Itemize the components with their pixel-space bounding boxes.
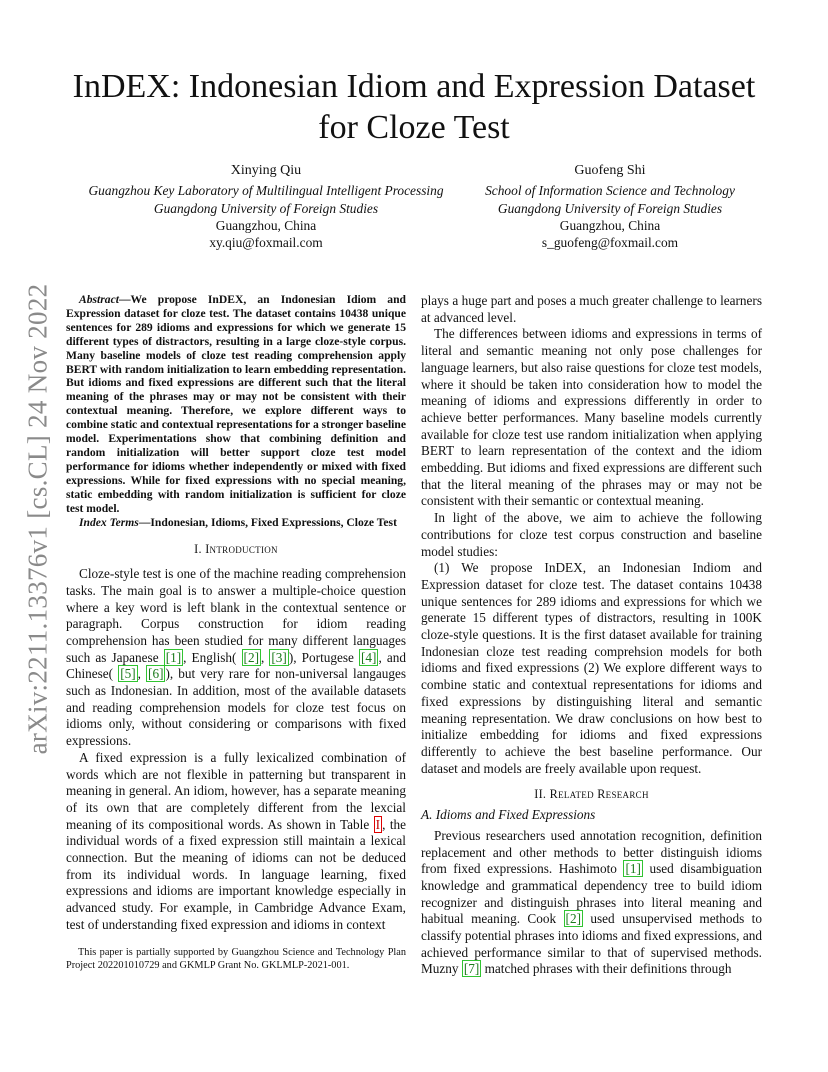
intro-paragraph-2 (66, 750, 406, 934)
citation-link[interactable]: [7] (463, 961, 480, 977)
abstract-text: We propose InDEX, an Indonesian Idiom and Expression dataset for cloze test. The dataset contains 10438 unique sentences for 289 idioms and expressions for which we generate 15 different types of distractors, resulting in a large cloze-style corpus. Many baseline models of cloze test reading comprehension apply BERT with random initialization to learn embedding representation. But idioms and fixed expressions are different such that the literal meaning of the phrases may or may not be consistent with their contextual meaning. Therefore, we explore different ways to combine static and contextual representations for a stronger baseline model. Experimentations show that combining definition and random initialization will better support cloze test model performance for idioms whether independently or mixed with fixed expressions. While for fixed expressions with no special meaning, static embedding with random initialization is sufficient for cloze test model. (66, 293, 406, 515)
citation-link[interactable]: [2] (565, 911, 581, 927)
text-run: , English( (183, 649, 242, 665)
table-reference-link[interactable]: I (375, 816, 381, 832)
section-heading-related-research (421, 786, 762, 803)
paragraph-related-work (421, 828, 762, 978)
intro-paragraph-1 (66, 566, 406, 750)
index-terms-dash: — (138, 515, 151, 529)
right-column (421, 293, 762, 978)
author-city: Guangzhou, China (559, 217, 661, 233)
citation-link[interactable]: [3] (271, 649, 287, 665)
text-run: ), Portugese (288, 649, 360, 665)
author-email: xy.qiu@foxmail.com (209, 235, 323, 251)
text-run: ), but very rare for non-universal langauges such as Indonesian. In addition, most of the available datasets and reading comprehension models for cloze test focus on idioms only, without considering or comparisons with fixed expressions. (66, 666, 407, 749)
index-terms (66, 516, 406, 530)
citation-link[interactable]: [5] (120, 666, 136, 682)
author-block-1 (76, 162, 456, 251)
index-terms-text: Indonesian, Idioms, Fixed Expressions, Cloze Test (150, 515, 397, 529)
citation-link[interactable]: [1] (165, 649, 182, 665)
paragraph-contributions-intro: In light of the above, we aim to achieve the following contributions for cloze test corpus construction and baseline model studies: (421, 510, 762, 559)
subsection-heading: A. Idioms and Fixed Expressions (421, 807, 596, 823)
funding-footnote: This paper is partially supported by Guangzhou Science and Technology Plan Project 202201010729 and GKMLP Grant No. GKLMLP-2021-001. (66, 947, 406, 971)
author-block-2 (460, 162, 760, 251)
index-terms-label: Index Terms (79, 515, 139, 529)
citation-link[interactable]: [2] (243, 649, 259, 665)
paper-title: InDEX: Indonesian Idiom and Expression Dataset for Cloze Test (72, 68, 756, 146)
citation-link[interactable]: [6] (148, 666, 164, 682)
section-heading-introduction (66, 541, 406, 558)
paragraph-continuation: plays a huge part and poses a much greater challenge to learners at advanced level. (421, 293, 762, 325)
left-column (66, 293, 406, 934)
paragraph-contributions: (1) We propose InDEX, an Indonesian Indiom and Expression dataset for cloze test. The dataset contains 10438 unique sentences for 289 idioms and expressions for which we generate 15 different types of distractors, resulting in 100K cloze-style questions. It is the first dataset available for training Indonesian cloze test reading comprehsion models for both idioms and fixed expressions (2) We explore different ways to combine static and contextual representations for idioms and fixed expressions by distinguishing literal and semantic meaning representation. We draw conclusions on how best to initialize embedding for idioms and fixed expressions differently to achieve the best baseline performance. Our dataset and models are freely available upon request. (421, 560, 762, 776)
abstract-label: Abstract (79, 293, 119, 306)
author-affiliation: Guangdong University of Foreign Studies (497, 200, 723, 216)
text-run: Previous researchers used annotation recognition, definition replacement and other methods to better distinguish idioms from fixed expressions. Hashimoto (421, 827, 762, 877)
section-number: II. (534, 787, 547, 802)
section-title: Introduction (205, 542, 278, 557)
text-run: , and Chinese( (66, 649, 407, 682)
section-title: Related Research (549, 787, 649, 802)
author-affiliation: School of Information Science and Technology (485, 183, 735, 199)
author-name: Guofeng Shi (574, 163, 646, 178)
author-affiliation: Guangdong University of Foreign Studies (153, 200, 379, 216)
text-run: used disambiguation knowledge and grammatical dependency tree to build idiom recognizer and distinguish phrases into literal meaning and habitual meaning. Cook (421, 861, 762, 927)
text-run: , (137, 666, 147, 682)
text-run: , the individual words of a fixed expression still maintain a lexical connection. But the meaning of idioms can not be deduced from its individual words. In language learning, fixed expressions and idioms are important knowledge especially in advanced study. For example, in Cambridge Advance Exam, test of understanding fixed expression and idioms in context (66, 816, 406, 932)
abstract (66, 293, 406, 516)
citation-link[interactable]: [1] (625, 861, 641, 877)
arxiv-identifier-stamp (18, 283, 58, 755)
text-run: , (260, 649, 270, 665)
text-run: matched phrases with their definitions through (481, 961, 732, 977)
author-city: Guangzhou, China (215, 217, 317, 233)
text-run: A fixed expression is a fully lexicalized combination of words which are not flexible in patterning but transparent in meaning in general. An idiom, however, has a separate meaning of its own that are completely different from the lexcial meaning of its compositional words. As shown in Table (66, 749, 406, 832)
citation-link[interactable]: [4] (361, 649, 377, 665)
text-run: Cloze-style test is one of the machine reading comprehension tasks. The main goal is to answer a multiple-choice question where a key word is left blank in the contextual sentence or paragraph. Corpus construction for idiom reading comprehension has been studied for many different languages such as Japanese (66, 566, 406, 665)
arxiv-identifier-text: arXiv:2211.13376v1 [cs.CL] 24 Nov 2022 (22, 283, 53, 755)
author-email: s_guofeng@foxmail.com (541, 235, 679, 251)
text-run: used unsupervised methods to classify potential phrases into idioms and fixed expressions, and achieved performance similar to that of supervised methods. Muzny (421, 911, 762, 977)
paragraph-differences: The differences between idioms and expressions in terms of literal and semantic meaning not only pose challenges for language learners, but also raise questions for cloze test models, where it should be taken into consideration how to model the meaning of idioms and expressions differently in order to achieve better performances. Many baseline models currently available for cloze test use random initialization when applying BERT to learn representation of the context and the idiom embedding. But idioms and fixed expressions are different such that the literal meaning of the phrases may or may not be consistent with their semantic or contextual meaning. (421, 326, 762, 509)
author-name: Xinying Qiu (230, 163, 302, 178)
abstract-dash: — (118, 293, 131, 306)
author-affiliation: Guangzhou Key Laboratory of Multilingual Intelligent Processing (88, 183, 444, 199)
section-number: I. (194, 542, 202, 557)
